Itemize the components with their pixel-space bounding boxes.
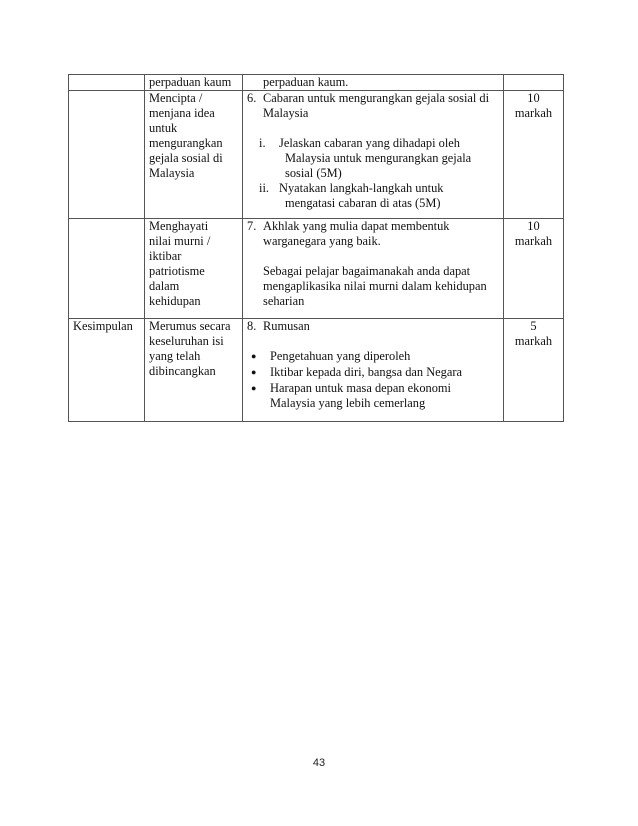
content-cell [243,75,504,91]
question-number: 7. [247,219,257,233]
marks-value: 10 [527,91,540,105]
question-7 [247,219,499,309]
sub-line: Jelaskan cabaran yang dihadapi oleh [279,136,460,150]
marks-cell [504,75,564,91]
sub-number: i. [259,136,266,150]
sub-line: sosial (5M) [285,166,342,180]
question-line: Akhlak yang mulia dapat membentuk [263,219,450,233]
skill-line: Malaysia [149,166,195,180]
skill-line: Mencipta / [149,91,203,105]
question-line: Malaysia [263,106,309,120]
section-cell [69,219,145,319]
summary-bullet-list [247,349,499,411]
skill-line: iktibar [149,249,182,263]
list-item [251,349,499,364]
section-cell [69,91,145,219]
list-item [251,381,499,411]
skill-cell [145,319,243,422]
skill-line: menjana idea [149,106,215,120]
question-line: Cabaran untuk mengurangkan gejala sosial di [263,91,490,105]
skill-cell [145,219,243,319]
question-6 [247,91,499,121]
bullet-text: Iktibar kepada diri, bangsa dan Negara [270,365,462,379]
content-cell [243,319,504,422]
skill-line: patriotisme [149,264,205,278]
sub-question [259,181,499,211]
skill-line: yang telah [149,349,201,363]
section-cell [69,75,145,91]
bullet-text: Pengetahuan yang diperoleh [270,349,411,363]
table-row [69,91,564,219]
question-line: Rumusan [263,319,310,333]
skill-line: kehidupan [149,294,201,308]
skill-cell [145,75,243,91]
content-cell [243,91,504,219]
bullet-icon: ● [251,351,257,361]
sub-question [259,136,499,181]
marks-unit: markah [514,334,553,348]
table-row [69,219,564,319]
marks-value: 5 [530,319,537,333]
marks-cell [504,91,564,219]
sub-line: Malaysia untuk mengurangkan gejala [285,151,472,165]
section-cell: Kesimpulan [69,319,145,422]
bullet-icon: ● [251,367,257,377]
skill-line: Merumus secara [149,319,231,333]
bullet-icon: ● [251,383,257,393]
question-number: 6. [247,91,257,105]
skill-line: gejala sosial di [149,151,223,165]
sub-line: mengatasi cabaran di atas (5M) [285,196,441,210]
question-number: 8. [247,319,257,333]
skill-line: Menghayati [149,219,209,233]
skill-cell [145,91,243,219]
table-row [69,75,564,91]
bullet-text: Harapan untuk masa depan ekonomi [270,381,451,395]
skill-line: untuk [149,121,178,135]
marks-value: 10 [527,219,540,233]
marks-unit: markah [514,234,553,248]
question-line: seharian [263,294,305,308]
table-row [69,319,564,422]
list-item [251,365,499,380]
skill-line: nilai murni / [149,234,211,248]
skill-line: mengurangkan [149,136,223,150]
sub-number: ii. [259,181,269,195]
skill-line: perpaduan kaum [149,75,232,89]
question-line: mengaplikasika nilai murni dalam kehidupan [263,279,487,293]
content-line: perpaduan kaum. [263,75,349,89]
skill-line: keseluruhan isi [149,334,224,348]
content-cell [243,219,504,319]
question-8 [247,319,499,334]
question-line: warganegara yang baik. [263,234,381,248]
sub-line: Nyatakan langkah-langkah untuk [279,181,444,195]
marks-cell [504,219,564,319]
bullet-text: Malaysia yang lebih cemerlang [270,396,426,410]
assessment-table [68,74,564,422]
skill-line: dibincangkan [149,364,216,378]
skill-line: dalam [149,279,180,293]
question-line: Sebagai pelajar bagaimanakah anda dapat [263,264,471,278]
page-number: 43 [312,757,326,769]
marks-unit: markah [514,106,553,120]
marks-cell [504,319,564,422]
